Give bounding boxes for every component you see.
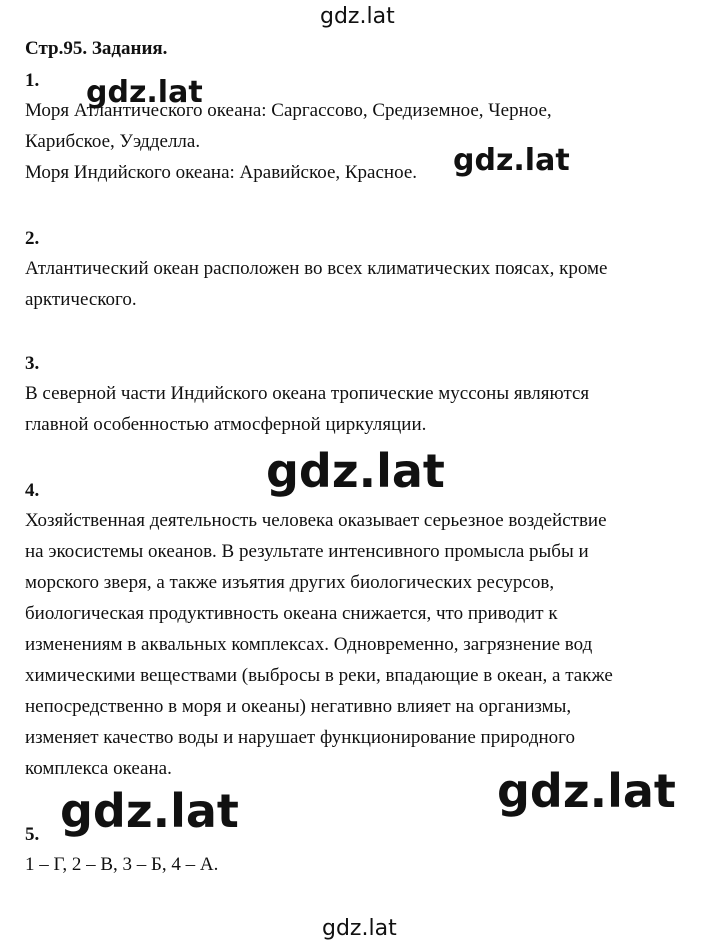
task-4-line-5: изменениям в аквальных комплексах. Одновременно, загрязнение вод [25,634,593,655]
task-4-number: 4. [25,480,40,501]
task-2-number: 2. [25,228,40,249]
page-title: Стр.95. Задания. [25,38,168,59]
task-4-line-8: изменяет качество воды и нарушает функционирование природного [25,727,575,748]
task-1-number: 1. [25,70,40,91]
task-4-line-2: на экосистемы океанов. В результате интенсивного промысла рыбы и [25,541,589,562]
watermark-5: gdz.lat [497,764,676,818]
task-3-line-1: В северной части Индийского океана тропические муссоны являются [25,383,590,404]
task-4-line-9: комплекса океана. [25,758,172,779]
watermark-top: gdz.lat [320,4,395,29]
watermark-1: gdz.lat [86,75,203,110]
task-5-line-1: 1 – Г, 2 – В, 3 – Б, 4 – А. [25,854,219,875]
task-4-line-4: биологическая продуктивность океана снижается, что приводит к [25,603,558,624]
task-4-line-3: морского зверя, а также изъятия других биологических ресурсов, [25,572,555,593]
task-2-line-2: арктического. [25,289,137,310]
task-3-number: 3. [25,353,40,374]
task-5-number: 5. [25,824,40,845]
task-4-line-7: непосредственно в моря и океаны) негативно влияет на организмы, [25,696,572,717]
watermark-4: gdz.lat [60,784,239,838]
watermark-2: gdz.lat [453,143,570,178]
watermark-bottom: gdz.lat [322,916,397,941]
task-1-line-1: Моря Атлантического океана: Саргассово, Средиземное, Черное, [25,100,552,121]
task-2-line-1: Атлантический океан расположен во всех климатических поясах, кроме [25,258,608,279]
task-1-line-3: Моря Индийского океана: Аравийское, Красное. [25,162,418,183]
watermark-3: gdz.lat [266,444,445,498]
task-3-line-2: главной особенностью атмосферной циркуляции. [25,414,427,435]
task-4-line-6: химическими веществами (выбросы в реки, впадающие в океан, а также [25,665,613,686]
task-1-line-2: Карибское, Уэдделла. [25,131,201,152]
task-4-line-1: Хозяйственная деятельность человека оказывает серьезное воздействие [25,510,607,531]
